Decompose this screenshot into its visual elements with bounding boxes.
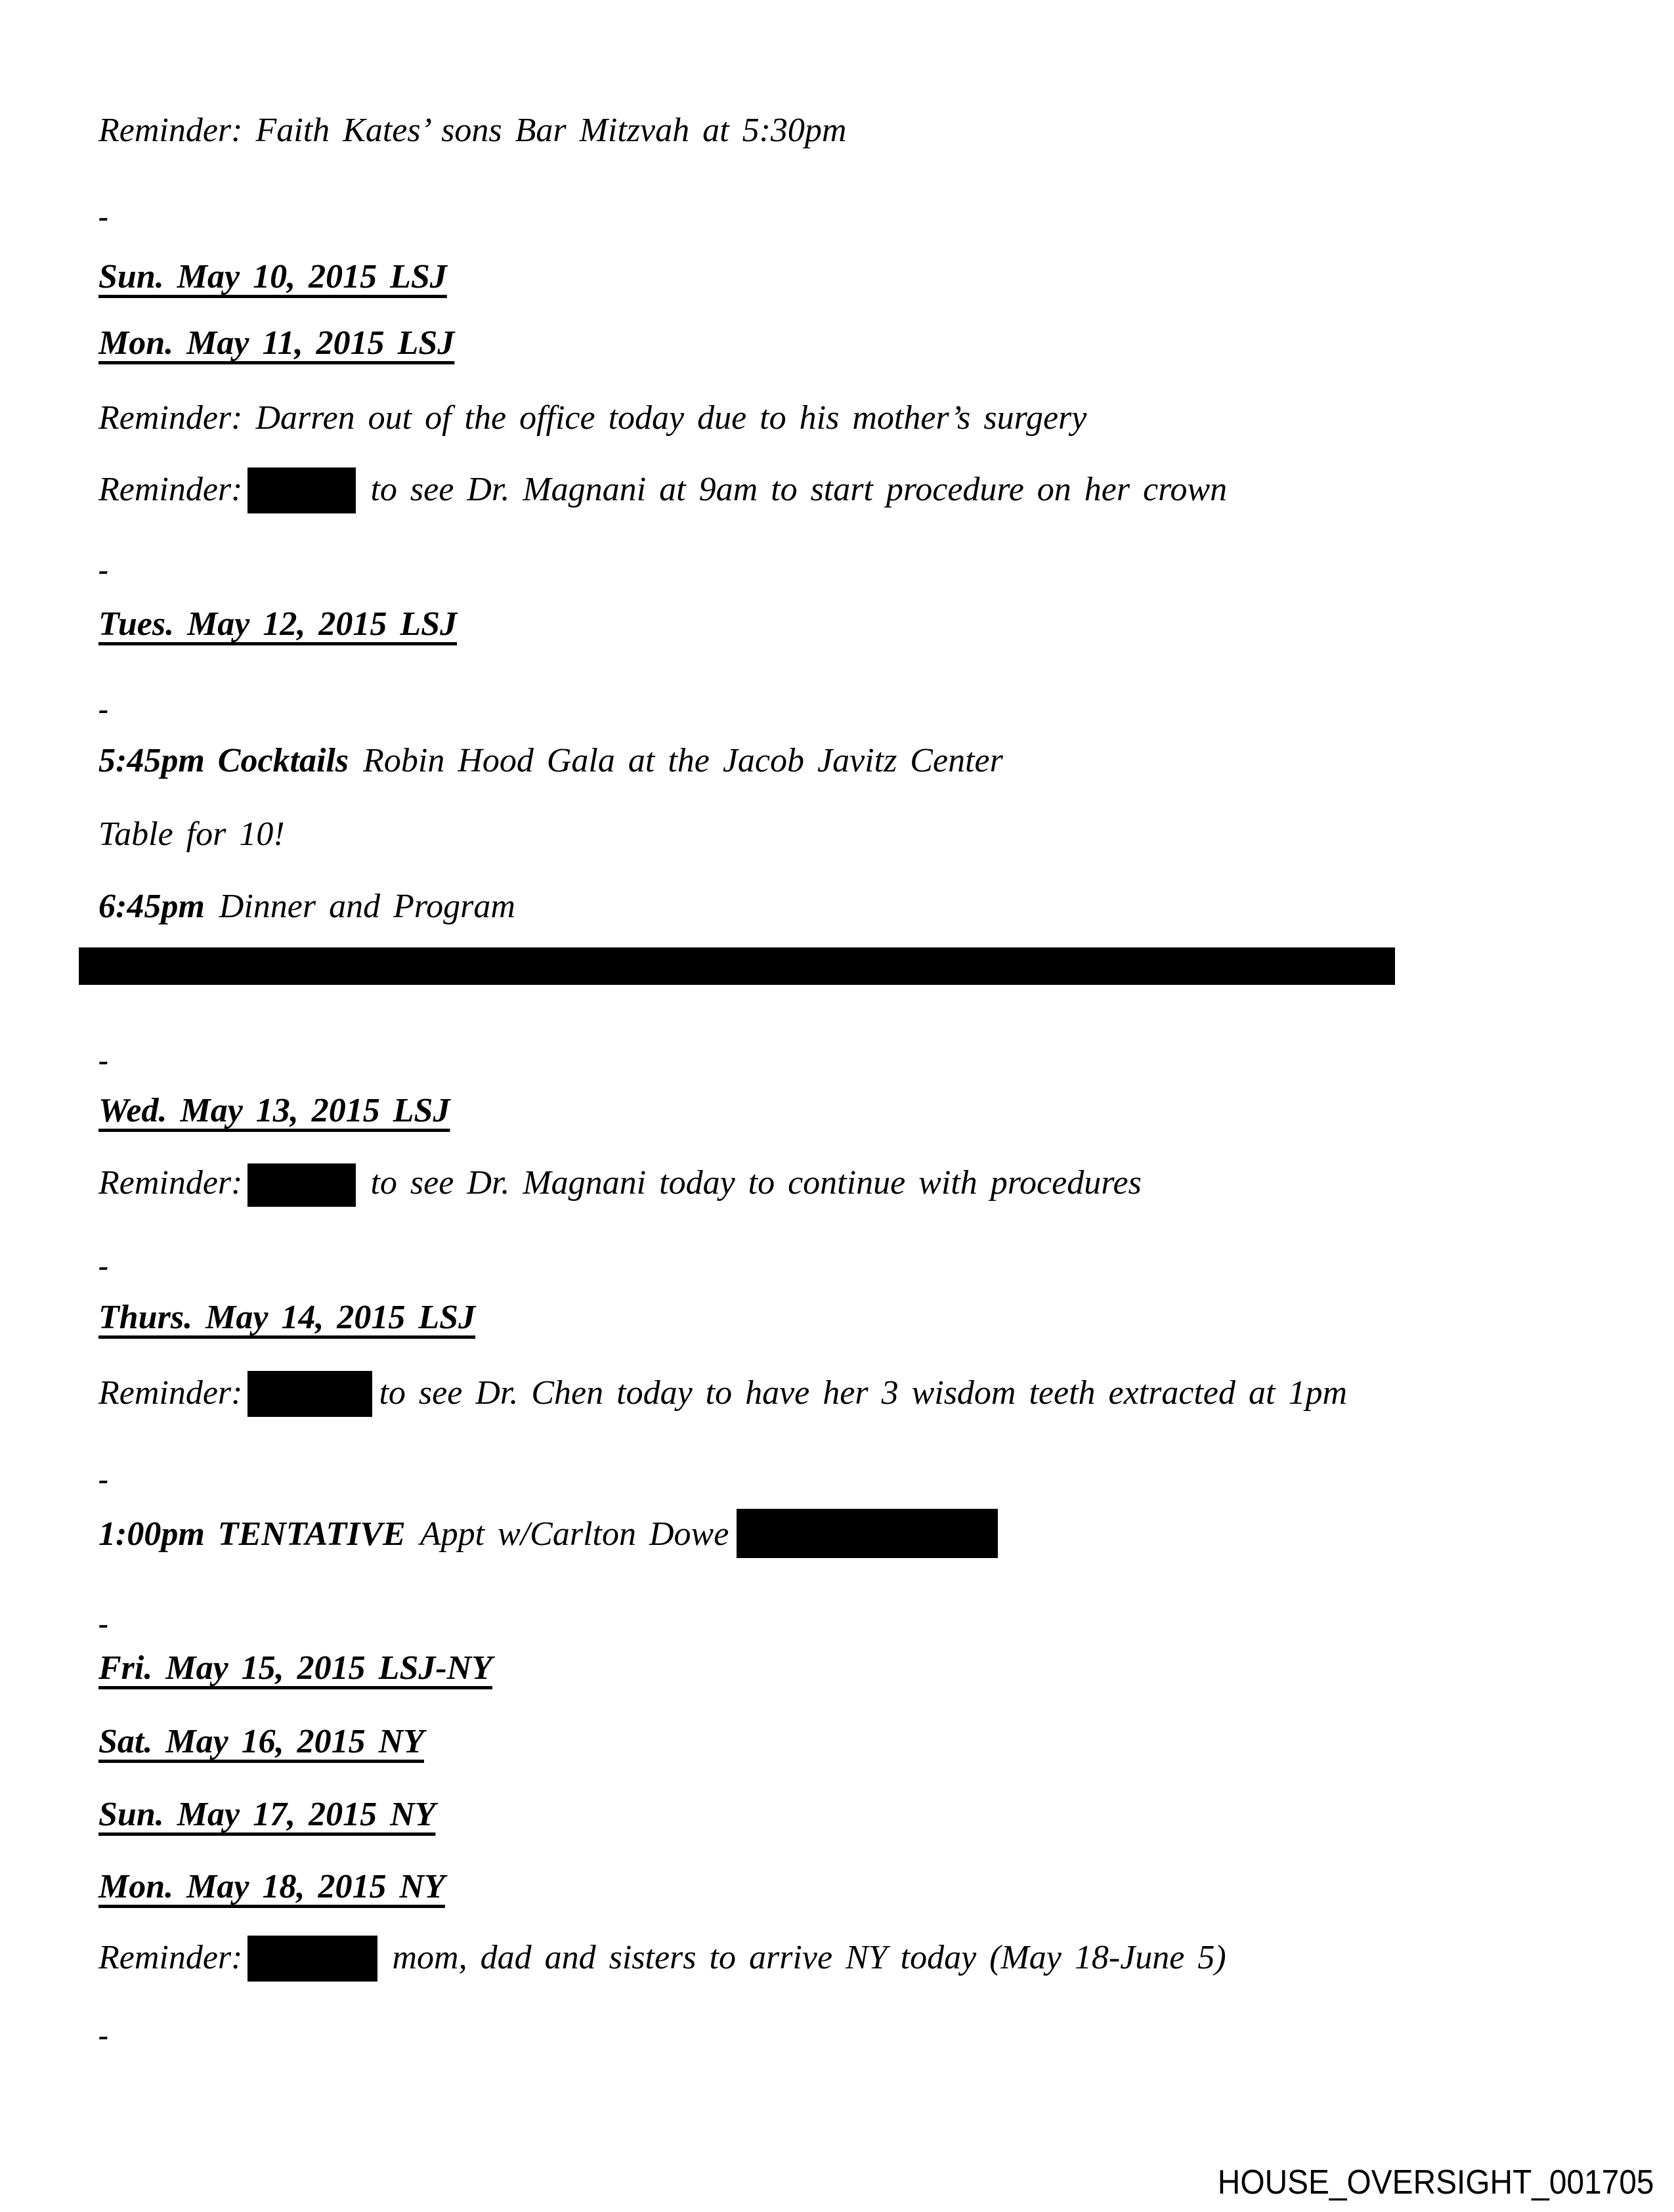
bates-number-footer: HOUSE_OVERSIGHT_001705: [1218, 2163, 1654, 2201]
redaction-box: [247, 1163, 356, 1207]
reminder-prefix: Reminder:: [98, 1164, 243, 1202]
event-description: Appt w/Carlton Dowe: [419, 1515, 729, 1553]
date-heading-wed-may-13: Wed. May 13, 2015 LSJ: [98, 1092, 450, 1129]
event-description: Dinner and Program: [219, 888, 515, 925]
reminder-suffix: to see Dr. Magnani at 9am to start procedure on her crown: [370, 471, 1228, 508]
date-heading-fri-may-15: Fri. May 15, 2015 LSJ-NY: [98, 1649, 492, 1687]
event-description: Robin Hood Gala at the Jacob Javitz Center: [363, 742, 1003, 779]
separator-dash: -: [98, 553, 109, 586]
date-heading-thurs-may-14: Thurs. May 14, 2015 LSJ: [98, 1299, 476, 1336]
entry-table-for-10: Table for 10!: [98, 815, 285, 853]
redaction-box: [247, 1936, 377, 1982]
redaction-box: [247, 467, 356, 513]
separator-dash: -: [98, 2018, 109, 2052]
entry-cocktails: [98, 742, 1003, 779]
separator-dash: -: [98, 1607, 109, 1640]
redaction-box: [737, 1509, 998, 1558]
date-heading-sun-may-17: Sun. May 17, 2015 NY: [98, 1796, 436, 1833]
reminder-suffix: mom, dad and sisters to arrive NY today (May 18-June 5): [392, 1939, 1226, 1976]
entry-dinner-program: [98, 888, 515, 925]
reminder-prefix: Reminder:: [98, 1939, 243, 1976]
redaction-bar-full-width: [79, 947, 1395, 985]
separator-dash: -: [98, 200, 109, 233]
reminder-prefix: Reminder:: [98, 1374, 243, 1412]
reminder-prefix: Reminder:: [98, 471, 243, 508]
date-heading-tues-may-12: Tues. May 12, 2015 LSJ: [98, 605, 458, 643]
entry-reminder-magnani-continue: [98, 1163, 1142, 1207]
date-heading-sat-may-16: Sat. May 16, 2015 NY: [98, 1723, 424, 1760]
date-heading-mon-may-18: Mon. May 18, 2015 NY: [98, 1868, 445, 1905]
reminder-suffix: to see Dr. Chen today to have her 3 wisdom teeth extracted at 1pm: [379, 1374, 1347, 1412]
event-time-bold: 5:45pm Cocktails: [98, 742, 349, 779]
separator-dash: -: [98, 692, 109, 726]
date-heading-mon-may-11: Mon. May 11, 2015 LSJ: [98, 324, 455, 362]
separator-dash: -: [98, 1043, 109, 1077]
date-heading-sun-may-10: Sun. May 10, 2015 LSJ: [98, 258, 447, 295]
event-time-bold: 6:45pm: [98, 888, 205, 925]
reminder-suffix: to see Dr. Magnani today to continue with procedures: [370, 1164, 1142, 1202]
separator-dash: -: [98, 1462, 109, 1496]
redaction-box: [247, 1371, 372, 1417]
entry-reminder-family-arrive: [98, 1936, 1226, 1982]
entry-reminder-magnani-crown: [98, 467, 1227, 513]
separator-dash: -: [98, 1249, 109, 1282]
entry-reminder-bar-mitzvah: Reminder: Faith Kates’ sons Bar Mitzvah at 5:30pm: [98, 112, 847, 149]
event-time-bold: 1:00pm TENTATIVE: [98, 1515, 406, 1553]
entry-tentative-appt: [98, 1509, 998, 1558]
entry-reminder-chen: [98, 1371, 1347, 1417]
entry-reminder-darren: Reminder: Darren out of the office today due to his mother’s surgery: [98, 399, 1087, 437]
